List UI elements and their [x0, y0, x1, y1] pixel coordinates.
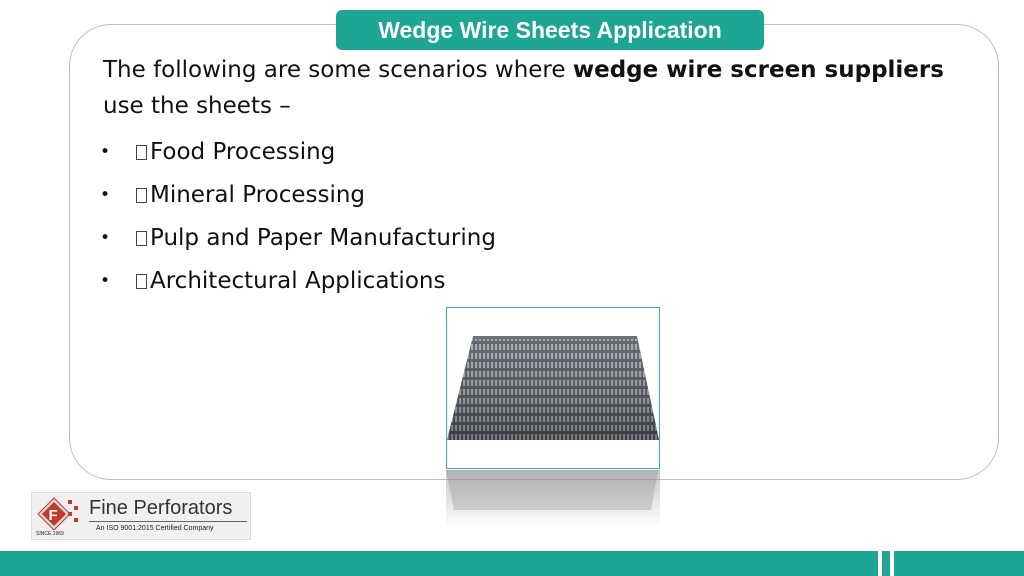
list-item-label: Architectural Applications: [150, 267, 446, 294]
missing-glyph-icon: [136, 231, 147, 246]
logo-divider: [89, 521, 247, 522]
logo-name: Fine Perforators: [89, 497, 233, 519]
intro-text-bold: wedge wire screen suppliers: [572, 57, 944, 83]
reflection-graphic: [446, 470, 660, 528]
missing-glyph-icon: [136, 274, 147, 289]
logo-since: SINCE 1969: [36, 531, 64, 537]
list-item-label: Food Processing: [150, 138, 336, 165]
logo-certification: An ISO 9001:2015 Certified Company: [96, 525, 214, 532]
list-item: [100, 173, 496, 216]
list-item: [100, 259, 496, 302]
intro-text-end: use the sheets –: [103, 93, 291, 119]
list-item: [100, 216, 496, 259]
application-list: [100, 130, 496, 302]
image-reflection: [446, 470, 660, 528]
footer-bar: [0, 551, 1024, 576]
bullet-icon: •: [100, 227, 111, 248]
list-item-label: Mineral Processing: [150, 181, 366, 208]
list-item-label: Pulp and Paper Manufacturing: [150, 224, 496, 251]
slide-title: Wedge Wire Sheets Application: [336, 10, 764, 50]
wedge-wire-sheet-graphic: [447, 308, 660, 469]
bullet-icon: •: [100, 184, 111, 205]
intro-text: [103, 52, 983, 124]
wedge-wire-sheet-image: [446, 307, 660, 469]
footer-stripe: [890, 551, 894, 576]
list-item: [100, 130, 496, 173]
missing-glyph-icon: [136, 145, 147, 160]
bullet-icon: •: [100, 141, 111, 162]
missing-glyph-icon: [136, 188, 147, 203]
bullet-icon: •: [100, 270, 111, 291]
company-logo: [31, 492, 251, 540]
footer-stripe: [878, 551, 882, 576]
logo-initial: F: [48, 507, 58, 524]
intro-text-start: The following are some scenarios where: [103, 57, 573, 83]
